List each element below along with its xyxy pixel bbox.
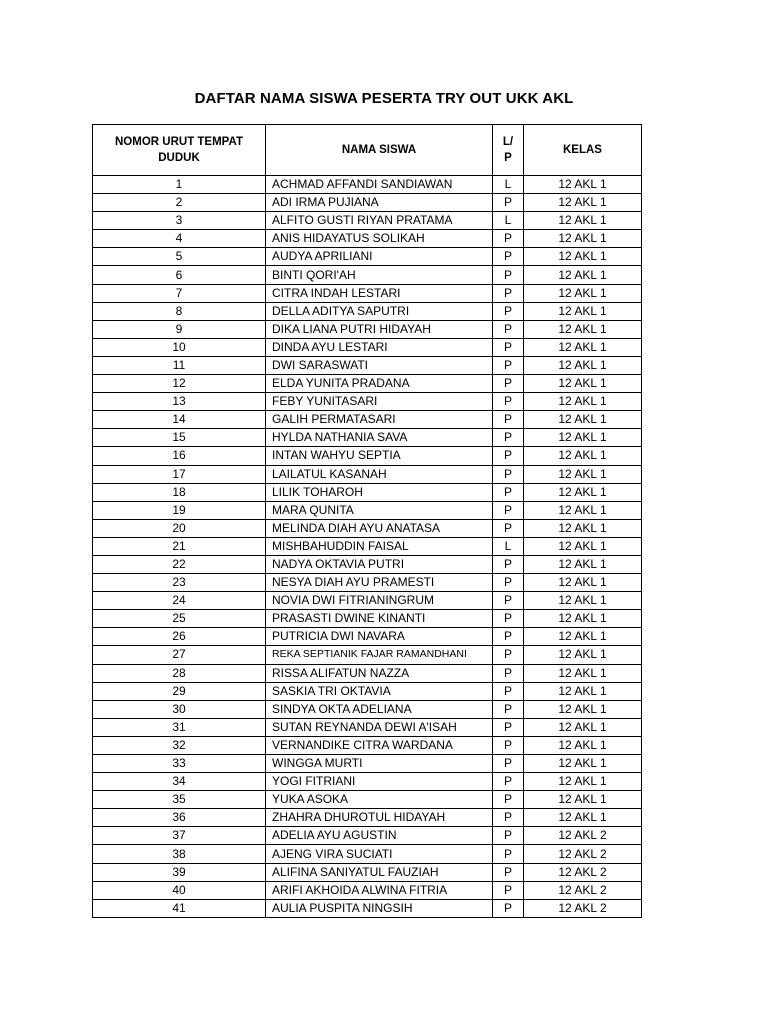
cell-lp: P (493, 827, 524, 845)
cell-nama: DINDA AYU LESTARI (266, 338, 493, 356)
cell-nama: BINTI QORI'AH (266, 266, 493, 284)
cell-kelas: 12 AKL 1 (524, 411, 642, 429)
cell-lp: P (493, 736, 524, 754)
cell-lp: P (493, 483, 524, 501)
cell-lp: P (493, 248, 524, 266)
cell-nomor: 2 (93, 194, 266, 212)
cell-kelas: 12 AKL 1 (524, 320, 642, 338)
cell-nama: ALFITO GUSTI RIYAN PRATAMA (266, 212, 493, 230)
student-table (92, 124, 642, 918)
cell-nama: ACHMAD AFFANDI SANDIAWAN (266, 176, 493, 194)
cell-nomor: 35 (93, 791, 266, 809)
cell-nama: CITRA INDAH LESTARI (266, 284, 493, 302)
table-body (93, 176, 642, 918)
table-row (93, 664, 642, 682)
cell-nama: MELINDA DIAH AYU ANATASA (266, 519, 493, 537)
cell-nomor: 39 (93, 863, 266, 881)
cell-lp: P (493, 755, 524, 773)
cell-lp: P (493, 555, 524, 573)
table-row (93, 429, 642, 447)
cell-kelas: 12 AKL 1 (524, 555, 642, 573)
cell-nomor: 1 (93, 176, 266, 194)
cell-nomor: 9 (93, 320, 266, 338)
cell-kelas: 12 AKL 1 (524, 212, 642, 230)
cell-lp: P (493, 429, 524, 447)
table-row (93, 755, 642, 773)
cell-nama: ALIFINA SANIYATUL FAUZIAH (266, 863, 493, 881)
cell-lp: P (493, 718, 524, 736)
table-row (93, 682, 642, 700)
table-row (93, 899, 642, 917)
cell-kelas: 12 AKL 1 (524, 736, 642, 754)
table-row (93, 646, 642, 664)
cell-nama: LAILATUL KASANAH (266, 465, 493, 483)
cell-nama: NOVIA DWI FITRIANINGRUM (266, 592, 493, 610)
table-row (93, 248, 642, 266)
cell-lp: P (493, 791, 524, 809)
cell-kelas: 12 AKL 1 (524, 194, 642, 212)
cell-nomor: 28 (93, 664, 266, 682)
table-row (93, 176, 642, 194)
cell-nomor: 29 (93, 682, 266, 700)
table-row (93, 320, 642, 338)
cell-nama: INTAN WAHYU SEPTIA (266, 447, 493, 465)
cell-nomor: 7 (93, 284, 266, 302)
cell-nomor: 21 (93, 537, 266, 555)
cell-nama: SUTAN REYNANDA DEWI A'ISAH (266, 718, 493, 736)
cell-nomor: 36 (93, 809, 266, 827)
cell-nomor: 22 (93, 555, 266, 573)
cell-nomor: 13 (93, 393, 266, 411)
table-header-row (93, 125, 642, 176)
cell-nomor: 4 (93, 230, 266, 248)
cell-nama: SINDYA OKTA ADELIANA (266, 700, 493, 718)
cell-lp: P (493, 773, 524, 791)
cell-lp: P (493, 646, 524, 664)
table-row (93, 863, 642, 881)
cell-lp: P (493, 682, 524, 700)
cell-nama: ZHAHRA DHUROTUL HIDAYAH (266, 809, 493, 827)
cell-nomor: 37 (93, 827, 266, 845)
cell-kelas: 12 AKL 1 (524, 718, 642, 736)
table-row (93, 809, 642, 827)
cell-kelas: 12 AKL 2 (524, 827, 642, 845)
cell-nama: ADI IRMA PUJIANA (266, 194, 493, 212)
cell-lp: P (493, 284, 524, 302)
cell-kelas: 12 AKL 1 (524, 266, 642, 284)
cell-nama: DIKA LIANA PUTRI HIDAYAH (266, 320, 493, 338)
cell-nomor: 24 (93, 592, 266, 610)
cell-lp: P (493, 465, 524, 483)
cell-kelas: 12 AKL 1 (524, 447, 642, 465)
cell-nomor: 27 (93, 646, 266, 664)
cell-kelas: 12 AKL 1 (524, 338, 642, 356)
cell-nomor: 10 (93, 338, 266, 356)
cell-nama: ADELIA AYU AGUSTIN (266, 827, 493, 845)
table-row (93, 375, 642, 393)
cell-kelas: 12 AKL 1 (524, 537, 642, 555)
cell-nama: VERNANDIKE CITRA WARDANA (266, 736, 493, 754)
cell-kelas: 12 AKL 1 (524, 646, 642, 664)
cell-lp: P (493, 809, 524, 827)
cell-nomor: 12 (93, 375, 266, 393)
cell-nomor: 19 (93, 501, 266, 519)
table-row (93, 356, 642, 374)
cell-nama: NADYA OKTAVIA PUTRI (266, 555, 493, 573)
table-row (93, 212, 642, 230)
cell-nama: FEBY YUNITASARI (266, 393, 493, 411)
table-row (93, 194, 642, 212)
table-row (93, 537, 642, 555)
cell-kelas: 12 AKL 1 (524, 465, 642, 483)
table-row (93, 845, 642, 863)
cell-kelas: 12 AKL 1 (524, 574, 642, 592)
cell-nama: DWI SARASWATI (266, 356, 493, 374)
table-row (93, 610, 642, 628)
cell-nomor: 17 (93, 465, 266, 483)
table-row (93, 718, 642, 736)
cell-lp: P (493, 899, 524, 917)
cell-nama: YUKA ASOKA (266, 791, 493, 809)
cell-nomor: 34 (93, 773, 266, 791)
table-row (93, 881, 642, 899)
table-row (93, 411, 642, 429)
table-row (93, 465, 642, 483)
cell-nomor: 41 (93, 899, 266, 917)
cell-lp: P (493, 519, 524, 537)
table-row (93, 773, 642, 791)
cell-kelas: 12 AKL 1 (524, 809, 642, 827)
cell-kelas: 12 AKL 1 (524, 284, 642, 302)
cell-lp: P (493, 356, 524, 374)
cell-nomor: 31 (93, 718, 266, 736)
cell-nama: REKA SEPTIANIK FAJAR RAMANDHANI (266, 646, 493, 664)
cell-lp: P (493, 501, 524, 519)
cell-nomor: 32 (93, 736, 266, 754)
cell-lp: P (493, 664, 524, 682)
cell-nomor: 30 (93, 700, 266, 718)
cell-lp: L (493, 176, 524, 194)
cell-nama: AULIA PUSPITA NINGSIH (266, 899, 493, 917)
cell-nama: ELDA YUNITA PRADANA (266, 375, 493, 393)
cell-nomor: 40 (93, 881, 266, 899)
header-kelas: KELAS (524, 125, 642, 176)
cell-nama: RISSA ALIFATUN NAZZA (266, 664, 493, 682)
cell-nama: YOGI FITRIANI (266, 773, 493, 791)
cell-nomor: 26 (93, 628, 266, 646)
cell-kelas: 12 AKL 2 (524, 881, 642, 899)
cell-kelas: 12 AKL 1 (524, 429, 642, 447)
cell-lp: P (493, 194, 524, 212)
header-nomor: NOMOR URUT TEMPAT DUDUK (93, 125, 266, 176)
cell-kelas: 12 AKL 1 (524, 375, 642, 393)
cell-nomor: 23 (93, 574, 266, 592)
cell-nomor: 8 (93, 302, 266, 320)
cell-nomor: 6 (93, 266, 266, 284)
cell-lp: P (493, 592, 524, 610)
cell-lp: P (493, 845, 524, 863)
cell-lp: P (493, 574, 524, 592)
cell-kelas: 12 AKL 2 (524, 899, 642, 917)
cell-kelas: 12 AKL 1 (524, 501, 642, 519)
cell-lp: P (493, 447, 524, 465)
cell-lp: P (493, 881, 524, 899)
cell-lp: P (493, 266, 524, 284)
cell-lp: P (493, 628, 524, 646)
table-row (93, 555, 642, 573)
table-row (93, 483, 642, 501)
cell-nama: AJENG VIRA SUCIATI (266, 845, 493, 863)
cell-kelas: 12 AKL 1 (524, 393, 642, 411)
cell-lp: P (493, 338, 524, 356)
cell-nomor: 25 (93, 610, 266, 628)
cell-kelas: 12 AKL 1 (524, 791, 642, 809)
table-row (93, 338, 642, 356)
table-row (93, 393, 642, 411)
header-lp: L/ P (493, 125, 524, 176)
cell-kelas: 12 AKL 1 (524, 302, 642, 320)
cell-kelas: 12 AKL 1 (524, 176, 642, 194)
cell-nama: NESYA DIAH AYU PRAMESTI (266, 574, 493, 592)
cell-nomor: 16 (93, 447, 266, 465)
header-nama: NAMA SISWA (266, 125, 493, 176)
cell-kelas: 12 AKL 1 (524, 755, 642, 773)
table-row (93, 827, 642, 845)
cell-lp: P (493, 230, 524, 248)
cell-nomor: 38 (93, 845, 266, 863)
cell-nomor: 20 (93, 519, 266, 537)
cell-kelas: 12 AKL 1 (524, 356, 642, 374)
cell-lp: P (493, 700, 524, 718)
cell-lp: P (493, 320, 524, 338)
cell-nomor: 3 (93, 212, 266, 230)
cell-kelas: 12 AKL 1 (524, 682, 642, 700)
cell-lp: P (493, 393, 524, 411)
table-row (93, 791, 642, 809)
cell-kelas: 12 AKL 1 (524, 592, 642, 610)
table-row (93, 284, 642, 302)
table-row (93, 574, 642, 592)
cell-kelas: 12 AKL 1 (524, 700, 642, 718)
table-row (93, 230, 642, 248)
cell-lp: L (493, 212, 524, 230)
cell-lp: L (493, 537, 524, 555)
cell-kelas: 12 AKL 2 (524, 863, 642, 881)
cell-nama: PUTRICIA DWI NAVARA (266, 628, 493, 646)
cell-nomor: 33 (93, 755, 266, 773)
cell-nama: PRASASTI DWINE KINANTI (266, 610, 493, 628)
table-row (93, 501, 642, 519)
cell-nama: GALIH PERMATASARI (266, 411, 493, 429)
cell-lp: P (493, 375, 524, 393)
cell-kelas: 12 AKL 1 (524, 519, 642, 537)
cell-kelas: 12 AKL 2 (524, 845, 642, 863)
cell-nama: LILIK TOHAROH (266, 483, 493, 501)
table-row (93, 519, 642, 537)
table-row (93, 592, 642, 610)
cell-nama: AUDYA APRILIANI (266, 248, 493, 266)
cell-nomor: 15 (93, 429, 266, 447)
cell-lp: P (493, 863, 524, 881)
cell-nama: MARA QUNITA (266, 501, 493, 519)
cell-kelas: 12 AKL 1 (524, 248, 642, 266)
table-row (93, 447, 642, 465)
cell-nomor: 18 (93, 483, 266, 501)
cell-kelas: 12 AKL 1 (524, 483, 642, 501)
cell-nama: ANIS HIDAYATUS SOLIKAH (266, 230, 493, 248)
cell-nomor: 11 (93, 356, 266, 374)
document-title: DAFTAR NAMA SISWA PESERTA TRY OUT UKK AKL (194, 90, 574, 107)
cell-nama: WINGGA MURTI (266, 755, 493, 773)
cell-kelas: 12 AKL 1 (524, 773, 642, 791)
cell-nama: ARIFI AKHOIDA ALWINA FITRIA (266, 881, 493, 899)
cell-lp: P (493, 610, 524, 628)
cell-lp: P (493, 302, 524, 320)
cell-kelas: 12 AKL 1 (524, 610, 642, 628)
cell-nomor: 14 (93, 411, 266, 429)
table-row (93, 266, 642, 284)
cell-kelas: 12 AKL 1 (524, 664, 642, 682)
cell-nomor: 5 (93, 248, 266, 266)
table-row (93, 302, 642, 320)
cell-nama: HYLDA NATHANIA SAVA (266, 429, 493, 447)
table-row (93, 736, 642, 754)
table-row (93, 700, 642, 718)
cell-nama: MISHBAHUDDIN FAISAL (266, 537, 493, 555)
cell-kelas: 12 AKL 1 (524, 628, 642, 646)
table-row (93, 628, 642, 646)
cell-lp: P (493, 411, 524, 429)
cell-nama: DELLA ADITYA SAPUTRI (266, 302, 493, 320)
cell-nama: SASKIA TRI OKTAVIA (266, 682, 493, 700)
cell-kelas: 12 AKL 1 (524, 230, 642, 248)
